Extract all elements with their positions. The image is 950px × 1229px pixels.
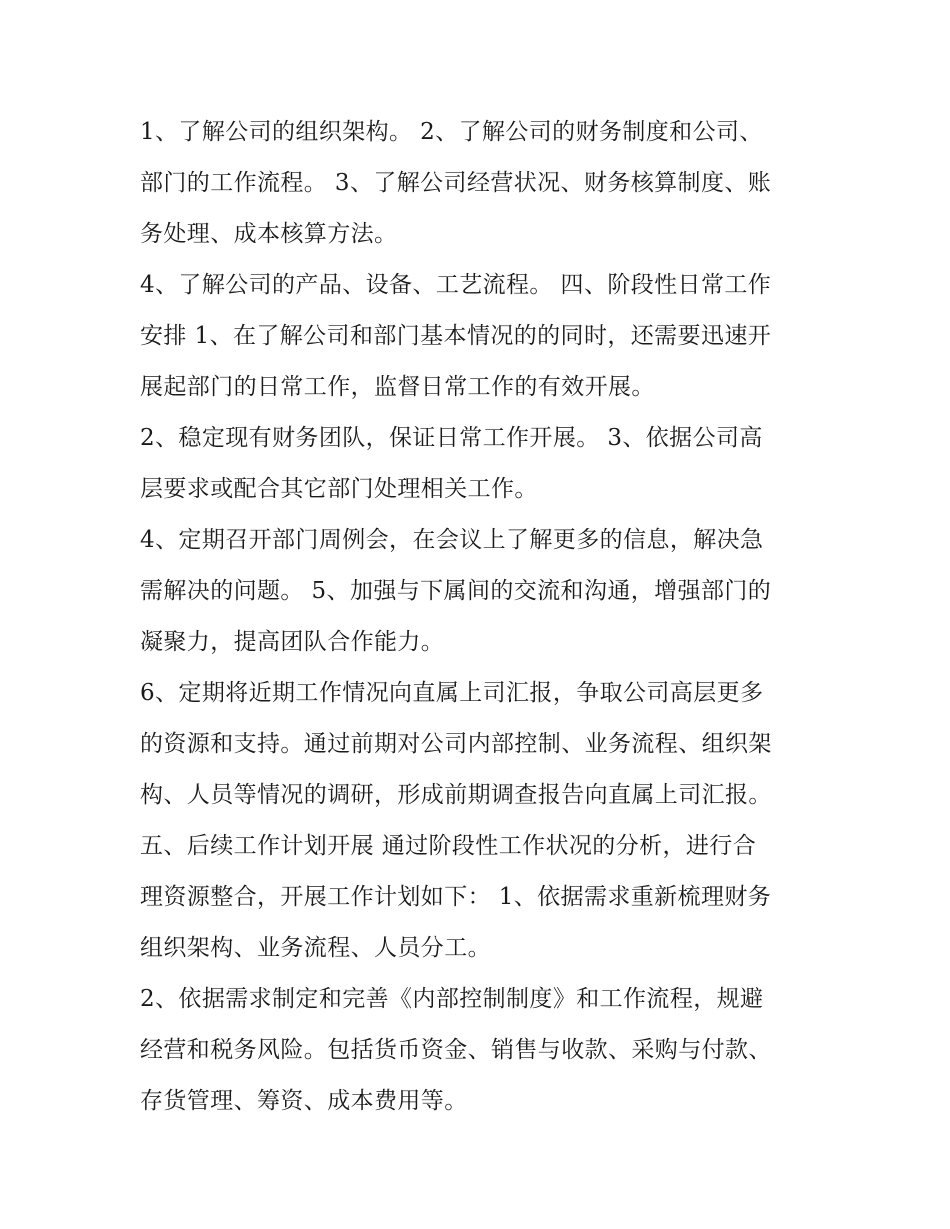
paragraph-4 xyxy=(140,515,820,668)
text-line: 6、定期将近期工作情况向直属上司汇报，争取公司高层更多 xyxy=(140,680,764,706)
text-line: 五、后续工作计划开展 通过阶段性工作状况的分析，进行合 xyxy=(140,833,757,859)
paragraph-3 xyxy=(140,413,820,515)
text-line: 理资源整合，开展工作计划如下： 1、依据需求重新梳理财务 xyxy=(140,884,772,910)
paragraph-5 xyxy=(140,668,820,974)
text-line: 凝聚力，提高团队合作能力。 xyxy=(140,629,445,655)
text-line: 经营和税务风险。包括货币资金、销售与收款、采购与付款、 xyxy=(140,1037,772,1063)
paragraph-6 xyxy=(140,974,820,1127)
text-line: 4、定期召开部门周例会，在会议上了解更多的信息，解决急 xyxy=(140,527,764,553)
text-line: 存货管理、筹资、成本费用等。 xyxy=(140,1088,468,1114)
text-line: 务处理、成本核算方法。 xyxy=(140,221,398,247)
text-line: 1、了解公司的组织架构。 2、了解公司的财务制度和公司、 xyxy=(140,119,763,145)
text-line: 安排 1、在了解公司和部门基本情况的的同时，还需要迅速开 xyxy=(140,323,772,349)
document-body xyxy=(140,107,820,1127)
text-line: 4、了解公司的产品、设备、工艺流程。 四、阶段性日常工作 xyxy=(140,272,772,298)
text-line: 2、依据需求制定和完善《内部控制制度》和工作流程，规避 xyxy=(140,986,764,1012)
text-line: 组织架构、业务流程、人员分工。 xyxy=(140,935,491,961)
text-line: 部门的工作流程。 3、了解公司经营状况、财务核算制度、账 xyxy=(140,170,772,196)
text-line: 构、人员等情况的调研，形成前期调查报告向直属上司汇报。 xyxy=(140,782,772,808)
paragraph-1 xyxy=(140,107,820,260)
text-line: 需解决的问题。 5、加强与下属间的交流和沟通，增强部门的 xyxy=(140,578,772,604)
paragraph-2 xyxy=(140,260,820,413)
text-line: 层要求或配合其它部门处理相关工作。 xyxy=(140,476,538,502)
text-line: 展起部门的日常工作，监督日常工作的有效开展。 xyxy=(140,374,655,400)
text-line: 的资源和支持。通过前期对公司内部控制、业务流程、组织架 xyxy=(140,731,772,757)
text-line: 2、稳定现有财务团队，保证日常工作开展。 3、依据公司高 xyxy=(140,425,763,451)
